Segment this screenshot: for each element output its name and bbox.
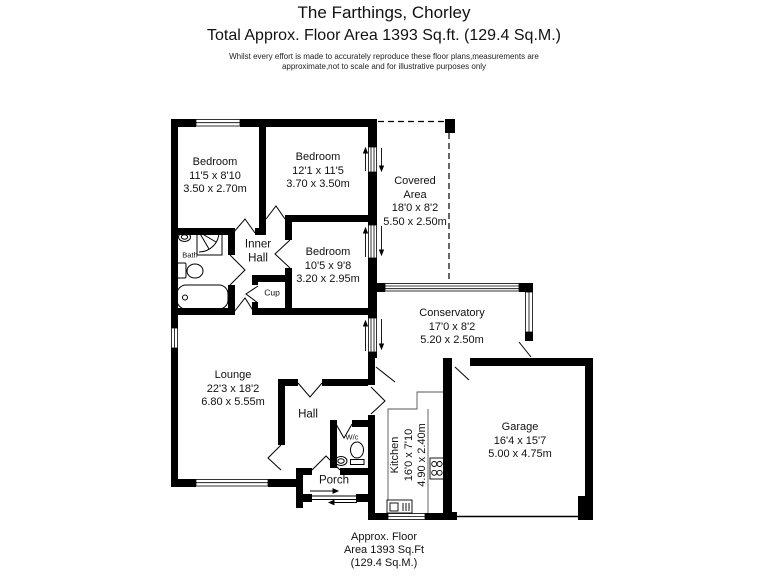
label-covered-area	[383, 175, 447, 229]
room-dims-ft: 12'1 x 11'5	[292, 164, 344, 177]
room-name: Bedroom	[305, 245, 351, 258]
room-name: Garage	[501, 420, 539, 433]
label-kitchen	[389, 423, 430, 487]
room-name: Covered	[394, 175, 436, 187]
label-cup: Cup	[264, 287, 280, 298]
disclaimer-line-1: Whilst every effort is made to accurately reproduce these floor plans,measurements are	[229, 52, 539, 61]
room-name: Area	[403, 188, 427, 201]
label-bath: Bath	[182, 250, 198, 260]
wc-fixtures	[335, 442, 364, 466]
label-bedroom1	[183, 156, 247, 197]
label-conservatory	[419, 307, 484, 348]
footer-line-2: Area 1393 Sq.Ft	[343, 544, 425, 556]
wc-toilet-icon	[351, 442, 365, 465]
room-name: Hall	[248, 252, 268, 264]
room-dims-ft: 11'5 x 8'10	[189, 169, 241, 182]
page-subtitle: Total Approx. Floor Area 1393 Sq.ft. (129.4 Sq.M.)	[207, 27, 561, 44]
room-name: Bedroom	[295, 150, 341, 163]
label-lounge	[201, 369, 265, 410]
room-dims-m: 4.90 x 2.40m	[415, 423, 428, 487]
label-porch: Porch	[318, 474, 350, 487]
room-dims-ft: 22'3 x 18'2	[206, 382, 260, 395]
room-name: Lounge	[214, 368, 252, 381]
bathtub-icon	[177, 285, 228, 309]
label-garage	[488, 421, 552, 462]
footer-line-1: Approx. Floor	[350, 531, 418, 543]
room-dims-m: 5.00 x 4.75m	[488, 447, 552, 460]
room-name: Conservatory	[419, 306, 485, 319]
disclaimer-line-2: approximate,not to scale and for illustrative purposes only	[281, 62, 487, 71]
label-bedroom3	[296, 246, 360, 287]
room-name: Bedroom	[192, 155, 238, 168]
kitchen-sink-icon	[387, 500, 412, 513]
room-dims-m: 5.20 x 2.50m	[420, 333, 484, 346]
footer-line-3: (129.4 Sq.M.)	[350, 557, 418, 569]
page-title: The Farthings, Chorley	[297, 3, 471, 22]
room-dims-m: 5.50 x 2.50m	[383, 215, 447, 228]
room-name: Kitchen	[388, 436, 401, 474]
room-dims-ft: 17'0 x 8'2	[428, 320, 476, 333]
room-dims-ft: 10'5 x 9'8	[304, 259, 352, 272]
room-dims-ft: 18'0 x 8'2	[391, 202, 439, 214]
doors	[230, 206, 531, 470]
entrance-arrow-icons	[310, 489, 357, 505]
label-wc: W/c	[345, 432, 359, 442]
room-dims-ft: 16'4 x 15'7	[493, 434, 547, 447]
room-dims-m: 3.50 x 2.70m	[183, 182, 247, 195]
room-dims-m: 3.20 x 2.95m	[296, 272, 360, 285]
room-dims-m: 6.80 x 5.55m	[201, 395, 265, 408]
room-name: Inner	[244, 238, 272, 251]
room-dims-ft: 16'0 x 7'10	[402, 428, 415, 482]
room-dims-m: 3.70 x 3.50m	[286, 177, 350, 190]
label-hall: Hall	[298, 408, 318, 421]
toilet-icon	[177, 263, 203, 278]
hob-icon	[430, 458, 444, 479]
label-inner-hall	[245, 239, 271, 266]
label-bedroom2	[286, 151, 350, 192]
bathroom-fixtures	[177, 230, 228, 309]
